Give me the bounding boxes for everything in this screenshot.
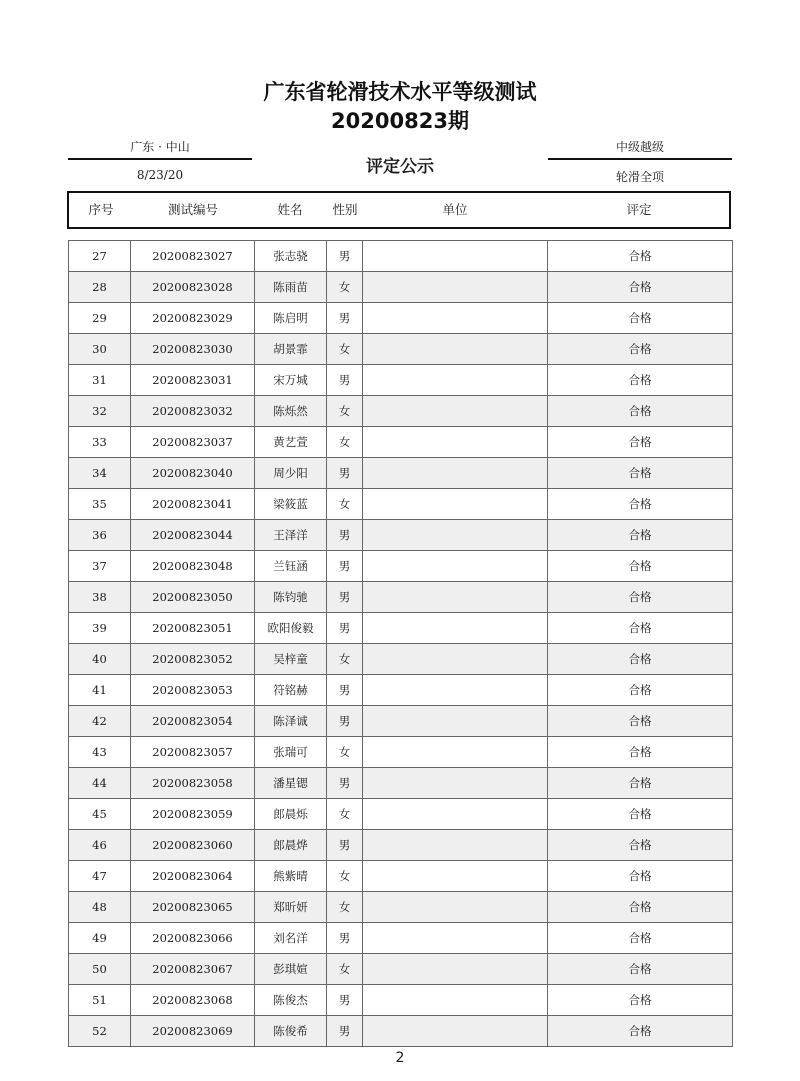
cell-gender: 男 [327,551,363,582]
table-row [69,1016,733,1047]
cell-gender: 女 [327,334,363,365]
table-row [69,985,733,1016]
cell-result: 合格 [548,737,733,768]
cell-gender: 男 [327,1016,363,1047]
page-number: 2 [395,1050,405,1066]
cell-gender: 男 [327,768,363,799]
cell-gender: 女 [327,954,363,985]
cell-gender: 男 [327,241,363,272]
column-header-box [67,191,731,229]
cell-result: 合格 [548,1016,733,1047]
cell-gender: 男 [327,706,363,737]
cell-test-id: 20200823037 [131,427,255,458]
cell-unit [363,613,548,644]
cell-result: 合格 [548,985,733,1016]
meta-level: 中级越级 [615,140,664,154]
table-row [69,303,733,334]
cell-name: 刘名洋 [255,923,327,954]
cell-test-id: 20200823048 [131,551,255,582]
cell-index: 50 [69,954,131,985]
cell-index: 28 [69,272,131,303]
cell-result: 合格 [548,644,733,675]
cell-name: 陈俊杰 [255,985,327,1016]
cell-index: 30 [69,334,131,365]
cell-name: 陈钧驰 [255,582,327,613]
cell-test-id: 20200823029 [131,303,255,334]
table-row [69,241,733,272]
cell-unit [363,1016,548,1047]
cell-unit [363,396,548,427]
cell-test-id: 20200823050 [131,582,255,613]
cell-result: 合格 [548,861,733,892]
table-row [69,737,733,768]
cell-name: 彭琪媗 [255,954,327,985]
cell-test-id: 20200823067 [131,954,255,985]
cell-result: 合格 [548,706,733,737]
cell-unit [363,768,548,799]
cell-index: 31 [69,365,131,396]
table-row [69,675,733,706]
table-row [69,799,733,830]
meta-date: 8/23/20 [136,168,184,182]
cell-index: 43 [69,737,131,768]
table-row [69,861,733,892]
cell-test-id: 20200823044 [131,520,255,551]
cell-index: 27 [69,241,131,272]
header-gender: 性别 [332,202,358,217]
cell-unit [363,365,548,396]
cell-name: 欧阳俊毅 [255,613,327,644]
table-row [69,551,733,582]
cell-name: 陈烁然 [255,396,327,427]
cell-result: 合格 [548,489,733,520]
cell-index: 29 [69,303,131,334]
cell-name: 郎晨烁 [255,799,327,830]
cell-unit [363,892,548,923]
cell-unit [363,303,548,334]
cell-index: 32 [69,396,131,427]
cell-gender: 女 [327,489,363,520]
cell-unit [363,706,548,737]
cell-gender: 女 [327,396,363,427]
cell-gender: 男 [327,365,363,396]
cell-result: 合格 [548,613,733,644]
cell-gender: 男 [327,923,363,954]
cell-result: 合格 [548,520,733,551]
table-row [69,365,733,396]
cell-unit [363,675,548,706]
cell-test-id: 20200823054 [131,706,255,737]
cell-result: 合格 [548,241,733,272]
cell-test-id: 20200823053 [131,675,255,706]
cell-unit [363,427,548,458]
table-row [69,427,733,458]
cell-name: 兰钰涵 [255,551,327,582]
cell-test-id: 20200823065 [131,892,255,923]
cell-gender: 男 [327,830,363,861]
cell-test-id: 20200823052 [131,644,255,675]
cell-result: 合格 [548,582,733,613]
cell-test-id: 20200823030 [131,334,255,365]
table-row [69,954,733,985]
cell-unit [363,985,548,1016]
cell-result: 合格 [548,427,733,458]
cell-name: 梁筱蓝 [255,489,327,520]
table-row [69,613,733,644]
cell-result: 合格 [548,303,733,334]
cell-index: 49 [69,923,131,954]
cell-gender: 男 [327,303,363,334]
cell-gender: 男 [327,520,363,551]
table-row [69,830,733,861]
cell-gender: 男 [327,675,363,706]
cell-gender: 女 [327,861,363,892]
cell-test-id: 20200823057 [131,737,255,768]
cell-result: 合格 [548,675,733,706]
cell-test-id: 20200823028 [131,272,255,303]
table-row [69,706,733,737]
cell-test-id: 20200823069 [131,1016,255,1047]
cell-result: 合格 [548,830,733,861]
cell-test-id: 20200823064 [131,861,255,892]
cell-name: 陈俊希 [255,1016,327,1047]
cell-gender: 女 [327,427,363,458]
cell-result: 合格 [548,396,733,427]
cell-test-id: 20200823068 [131,985,255,1016]
table-row [69,923,733,954]
header-index: 序号 [88,202,114,217]
cell-unit [363,954,548,985]
cell-unit [363,551,548,582]
table-row [69,892,733,923]
cell-name: 潘星锶 [255,768,327,799]
cell-index: 40 [69,644,131,675]
header-test-id: 测试编号 [167,202,219,217]
cell-index: 37 [69,551,131,582]
cell-index: 33 [69,427,131,458]
cell-result: 合格 [548,272,733,303]
cell-result: 合格 [548,551,733,582]
cell-index: 38 [69,582,131,613]
cell-gender: 男 [327,985,363,1016]
cell-result: 合格 [548,334,733,365]
cell-test-id: 20200823027 [131,241,255,272]
table-row [69,768,733,799]
table-row [69,489,733,520]
left-divider-rule [68,158,252,160]
cell-index: 39 [69,613,131,644]
cell-index: 34 [69,458,131,489]
table-row [69,520,733,551]
cell-result: 合格 [548,799,733,830]
cell-unit [363,923,548,954]
cell-name: 郎晨烨 [255,830,327,861]
cell-test-id: 20200823066 [131,923,255,954]
table-row [69,272,733,303]
cell-name: 周少阳 [255,458,327,489]
cell-name: 陈泽诚 [255,706,327,737]
cell-index: 36 [69,520,131,551]
cell-unit [363,861,548,892]
header-result: 评定 [626,202,652,217]
cell-index: 35 [69,489,131,520]
cell-unit [363,520,548,551]
cell-index: 42 [69,706,131,737]
cell-test-id: 20200823040 [131,458,255,489]
cell-gender: 女 [327,644,363,675]
table-row [69,396,733,427]
cell-index: 44 [69,768,131,799]
cell-name: 陈启明 [255,303,327,334]
cell-index: 51 [69,985,131,1016]
cell-name: 吴梓童 [255,644,327,675]
cell-name: 张瑞可 [255,737,327,768]
meta-location: 广东 · 中山 [130,140,190,154]
cell-result: 合格 [548,365,733,396]
table-row [69,582,733,613]
cell-unit [363,272,548,303]
cell-gender: 男 [327,582,363,613]
cell-test-id: 20200823051 [131,613,255,644]
cell-unit [363,241,548,272]
cell-index: 41 [69,675,131,706]
cell-unit [363,458,548,489]
cell-name: 陈雨苗 [255,272,327,303]
cell-result: 合格 [548,923,733,954]
cell-test-id: 20200823032 [131,396,255,427]
cell-gender: 女 [327,272,363,303]
cell-index: 48 [69,892,131,923]
cell-result: 合格 [548,458,733,489]
cell-test-id: 20200823041 [131,489,255,520]
cell-test-id: 20200823060 [131,830,255,861]
cell-test-id: 20200823058 [131,768,255,799]
cell-index: 45 [69,799,131,830]
document-period: 20200823期 [331,109,469,133]
cell-index: 47 [69,861,131,892]
cell-test-id: 20200823059 [131,799,255,830]
cell-unit [363,582,548,613]
cell-unit [363,737,548,768]
cell-unit [363,334,548,365]
cell-unit [363,644,548,675]
document-subtitle: 评定公示 [366,157,434,177]
table-row [69,334,733,365]
cell-unit [363,799,548,830]
cell-unit [363,830,548,861]
cell-name: 黄艺萱 [255,427,327,458]
meta-category: 轮滑全项 [615,170,664,184]
cell-index: 52 [69,1016,131,1047]
cell-name: 熊紫晴 [255,861,327,892]
cell-name: 胡景霏 [255,334,327,365]
cell-name: 王泽洋 [255,520,327,551]
header-unit: 单位 [442,202,468,217]
cell-test-id: 20200823031 [131,365,255,396]
header-name: 姓名 [277,202,303,217]
cell-gender: 男 [327,458,363,489]
document-title: 广东省轮滑技术水平等级测试 [263,80,537,104]
cell-result: 合格 [548,768,733,799]
cell-gender: 女 [327,799,363,830]
cell-name: 张志骁 [255,241,327,272]
cell-gender: 女 [327,737,363,768]
results-table [68,240,733,1047]
cell-gender: 男 [327,613,363,644]
cell-name: 郑昕妍 [255,892,327,923]
cell-unit [363,489,548,520]
cell-result: 合格 [548,892,733,923]
right-divider-rule [548,158,732,160]
cell-name: 符铭赫 [255,675,327,706]
cell-result: 合格 [548,954,733,985]
table-row [69,458,733,489]
cell-name: 宋万城 [255,365,327,396]
cell-index: 46 [69,830,131,861]
cell-gender: 女 [327,892,363,923]
table-row [69,644,733,675]
